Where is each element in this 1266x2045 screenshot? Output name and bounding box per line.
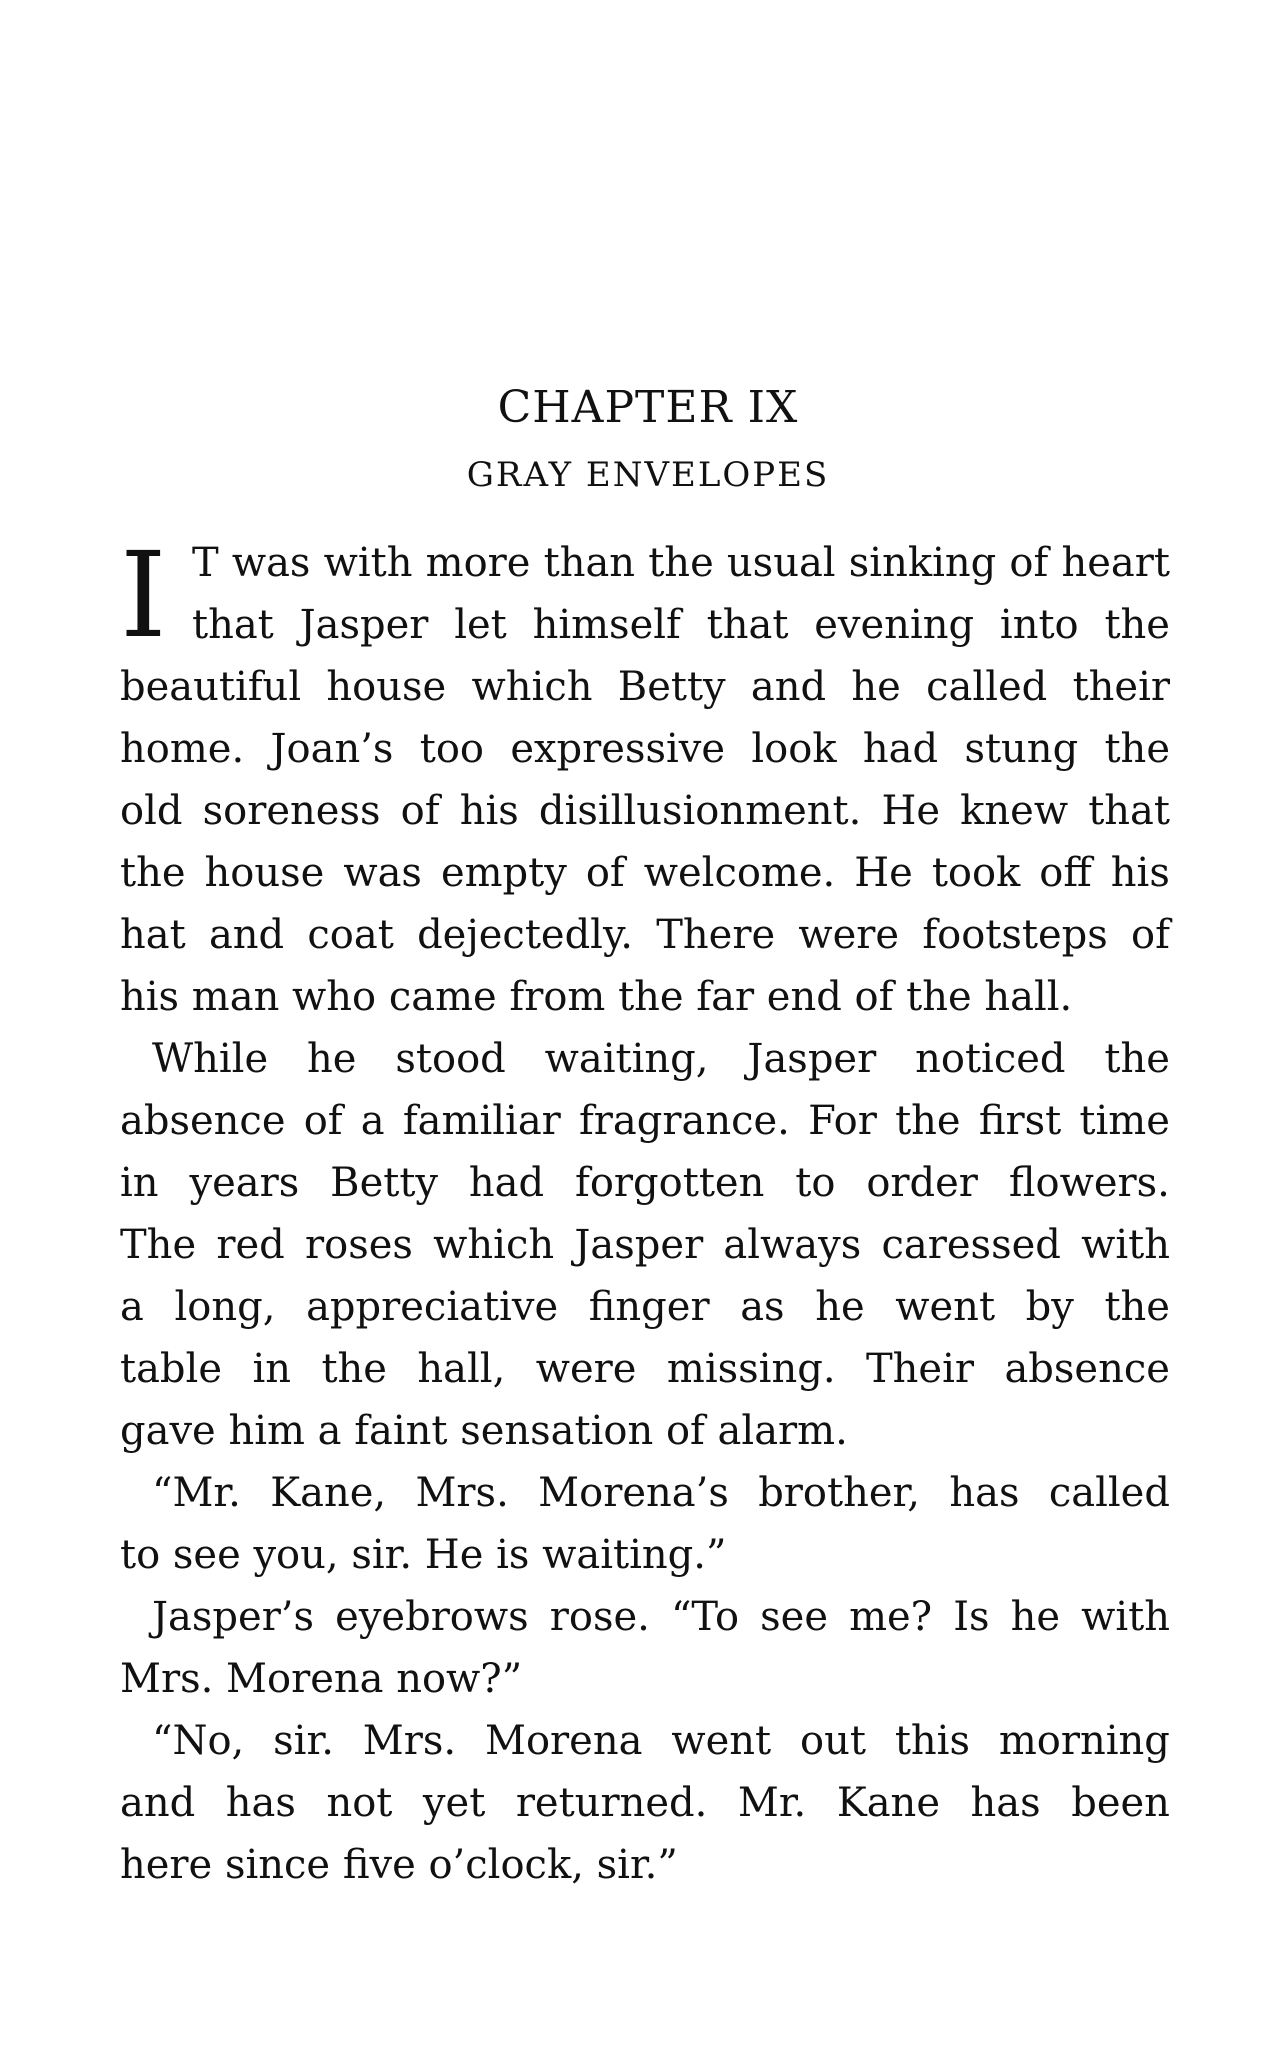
word: Is xyxy=(953,1594,990,1640)
text-line xyxy=(120,1710,1170,1772)
word: red xyxy=(216,1222,285,1268)
word: been xyxy=(1071,1780,1170,1826)
word: returned. xyxy=(515,1780,708,1826)
text-line: here since five o’clock, sir.” xyxy=(120,1842,678,1888)
word: to xyxy=(795,1160,836,1206)
word: that xyxy=(1088,788,1170,834)
word: of xyxy=(1131,912,1170,958)
word: his xyxy=(459,788,519,834)
word: Morena’s xyxy=(538,1470,729,1516)
word: long, xyxy=(174,1284,276,1330)
word: were xyxy=(535,1346,637,1392)
word: went xyxy=(671,1718,772,1764)
word: he xyxy=(307,1036,357,1082)
word: he xyxy=(851,664,901,710)
word: eyebrows xyxy=(335,1594,529,1640)
word: yet xyxy=(422,1780,486,1826)
text-line xyxy=(120,842,1170,904)
word: rose. xyxy=(549,1594,650,1640)
word: the xyxy=(120,850,186,896)
word: evening xyxy=(814,602,975,648)
text-line: his man who came from the far end of the hall. xyxy=(120,974,1073,1020)
text-line xyxy=(120,1338,1170,1400)
word: noticed xyxy=(915,1036,1066,1082)
word: Kane, xyxy=(270,1470,387,1516)
word: Their xyxy=(865,1346,975,1392)
text-line xyxy=(120,594,1170,656)
word: morning xyxy=(998,1718,1170,1764)
word: of xyxy=(400,788,440,834)
word: as xyxy=(740,1284,785,1330)
word: table xyxy=(120,1346,222,1392)
word: Betty xyxy=(330,1160,438,1206)
word: a xyxy=(360,1098,385,1144)
text-line xyxy=(120,904,1170,966)
word: the xyxy=(648,540,714,586)
word: had xyxy=(468,1160,545,1206)
word: Joan’s xyxy=(270,726,394,772)
word: house xyxy=(326,664,447,710)
text-line xyxy=(120,1028,1170,1090)
word: Jasper xyxy=(747,1036,877,1082)
text-line xyxy=(120,1462,1170,1524)
text-line: to see you, sir. He is waiting.” xyxy=(120,1532,727,1578)
word: see xyxy=(760,1594,828,1640)
word: usual xyxy=(726,540,836,586)
word: sir. xyxy=(273,1718,334,1764)
text-line xyxy=(120,532,1170,594)
word: stung xyxy=(964,726,1079,772)
word: Jasper xyxy=(574,1222,704,1268)
word: old xyxy=(120,788,183,834)
word: years xyxy=(189,1160,300,1206)
word: footsteps xyxy=(922,912,1108,958)
word: The xyxy=(120,1222,197,1268)
word: “No, xyxy=(152,1718,245,1764)
word: which xyxy=(433,1222,555,1268)
word: too xyxy=(419,726,485,772)
word: first xyxy=(978,1098,1062,1144)
text-line: gave him a faint sensation of alarm. xyxy=(120,1408,848,1454)
word: with xyxy=(1081,1594,1170,1640)
word: and xyxy=(750,664,827,710)
word: let xyxy=(454,602,507,648)
word: disillusionment. xyxy=(538,788,862,834)
word: missing. xyxy=(666,1346,836,1392)
word: the xyxy=(1104,1284,1170,1330)
word: their xyxy=(1072,664,1170,710)
word: While xyxy=(152,1036,269,1082)
text-line xyxy=(120,1214,1170,1276)
word: familiar xyxy=(402,1098,561,1144)
word: empty xyxy=(440,850,567,896)
word: was xyxy=(343,850,422,896)
word: coat xyxy=(307,912,394,958)
word: of xyxy=(303,1098,343,1144)
word: absence xyxy=(120,1098,286,1144)
word: caressed xyxy=(881,1222,1061,1268)
word: has xyxy=(225,1780,296,1826)
word: himself xyxy=(532,602,681,648)
word: flowers. xyxy=(1008,1160,1170,1206)
drop-cap: I xyxy=(120,526,167,664)
word: Jasper’s xyxy=(152,1594,315,1640)
chapter-body xyxy=(120,526,1170,1896)
word: hall, xyxy=(417,1346,506,1392)
word: has xyxy=(949,1470,1020,1516)
word: stood xyxy=(395,1036,506,1082)
word: by xyxy=(1025,1284,1074,1330)
word: more xyxy=(425,540,531,586)
word: “Mr. xyxy=(152,1470,241,1516)
word: the xyxy=(895,1098,961,1144)
word: Mrs. xyxy=(415,1470,509,1516)
word: Jasper xyxy=(299,602,429,648)
word: with xyxy=(323,540,413,586)
text-line xyxy=(120,718,1170,780)
word: than xyxy=(543,540,636,586)
word: the xyxy=(1104,1036,1170,1082)
word: this xyxy=(894,1718,970,1764)
word: out xyxy=(800,1718,866,1764)
word: T xyxy=(192,540,219,586)
word: off xyxy=(1039,850,1092,896)
word: look xyxy=(751,726,837,772)
word: he xyxy=(1010,1594,1061,1640)
chapter-number: CHAPTER IX xyxy=(497,382,799,433)
word: the xyxy=(1104,726,1170,772)
word: appreciative xyxy=(306,1284,559,1330)
word: the xyxy=(1104,602,1170,648)
word: dejectedly. xyxy=(417,912,633,958)
word: he xyxy=(815,1284,865,1330)
word: in xyxy=(252,1346,291,1392)
word: “To xyxy=(670,1594,740,1640)
word: soreness xyxy=(202,788,381,834)
word: and xyxy=(208,912,285,958)
text-line xyxy=(120,1090,1170,1152)
word: that xyxy=(192,602,274,648)
text-line xyxy=(120,1152,1170,1214)
text-line: Mrs. Morena now?” xyxy=(120,1656,523,1702)
word: sinking xyxy=(848,540,997,586)
word: in xyxy=(120,1160,159,1206)
word: his xyxy=(1110,850,1170,896)
word: Kane xyxy=(836,1780,940,1826)
word: home. xyxy=(120,726,245,772)
word: waiting, xyxy=(544,1036,709,1082)
text-line xyxy=(120,780,1170,842)
word: of xyxy=(1009,540,1049,586)
word: had xyxy=(862,726,939,772)
word: He xyxy=(854,850,913,896)
word: forgotten xyxy=(575,1160,765,1206)
word: with xyxy=(1081,1222,1170,1268)
word: into xyxy=(999,602,1079,648)
word: always xyxy=(723,1222,862,1268)
word: Betty xyxy=(617,664,726,710)
word: which xyxy=(471,664,593,710)
word: There xyxy=(656,912,776,958)
word: For xyxy=(808,1098,877,1144)
word: order xyxy=(866,1160,978,1206)
word: was xyxy=(231,540,311,586)
word: Mrs. xyxy=(362,1718,457,1764)
word: brother, xyxy=(758,1470,920,1516)
word: called xyxy=(926,664,1048,710)
word: not xyxy=(326,1780,393,1826)
word: house xyxy=(204,850,325,896)
word: beautiful xyxy=(120,664,302,710)
text-line xyxy=(120,1772,1170,1834)
word: took xyxy=(931,850,1021,896)
word: knew xyxy=(960,788,1069,834)
word: absence xyxy=(1004,1346,1170,1392)
word: the xyxy=(321,1346,387,1392)
word: Morena xyxy=(485,1718,643,1764)
word: and xyxy=(120,1780,196,1826)
word: roses xyxy=(305,1222,413,1268)
word: that xyxy=(706,602,789,648)
word: has xyxy=(970,1780,1041,1826)
word: were xyxy=(798,912,900,958)
word: of xyxy=(585,850,625,896)
word: time xyxy=(1079,1098,1170,1144)
word: heart xyxy=(1061,540,1170,586)
word: welcome. xyxy=(643,850,836,896)
chapter-title: GRAY ENVELOPES xyxy=(466,455,830,495)
word: went xyxy=(895,1284,996,1330)
word: called xyxy=(1048,1470,1170,1516)
word: hat xyxy=(120,912,186,958)
word: finger xyxy=(588,1284,710,1330)
word: a xyxy=(120,1284,144,1330)
word: fragrance. xyxy=(579,1098,790,1144)
text-line xyxy=(120,656,1170,718)
text-line xyxy=(120,1586,1170,1648)
word: me? xyxy=(849,1594,933,1640)
word: He xyxy=(881,788,941,834)
text-line xyxy=(120,1276,1170,1338)
word: Mr. xyxy=(737,1780,807,1826)
word: expressive xyxy=(510,726,726,772)
